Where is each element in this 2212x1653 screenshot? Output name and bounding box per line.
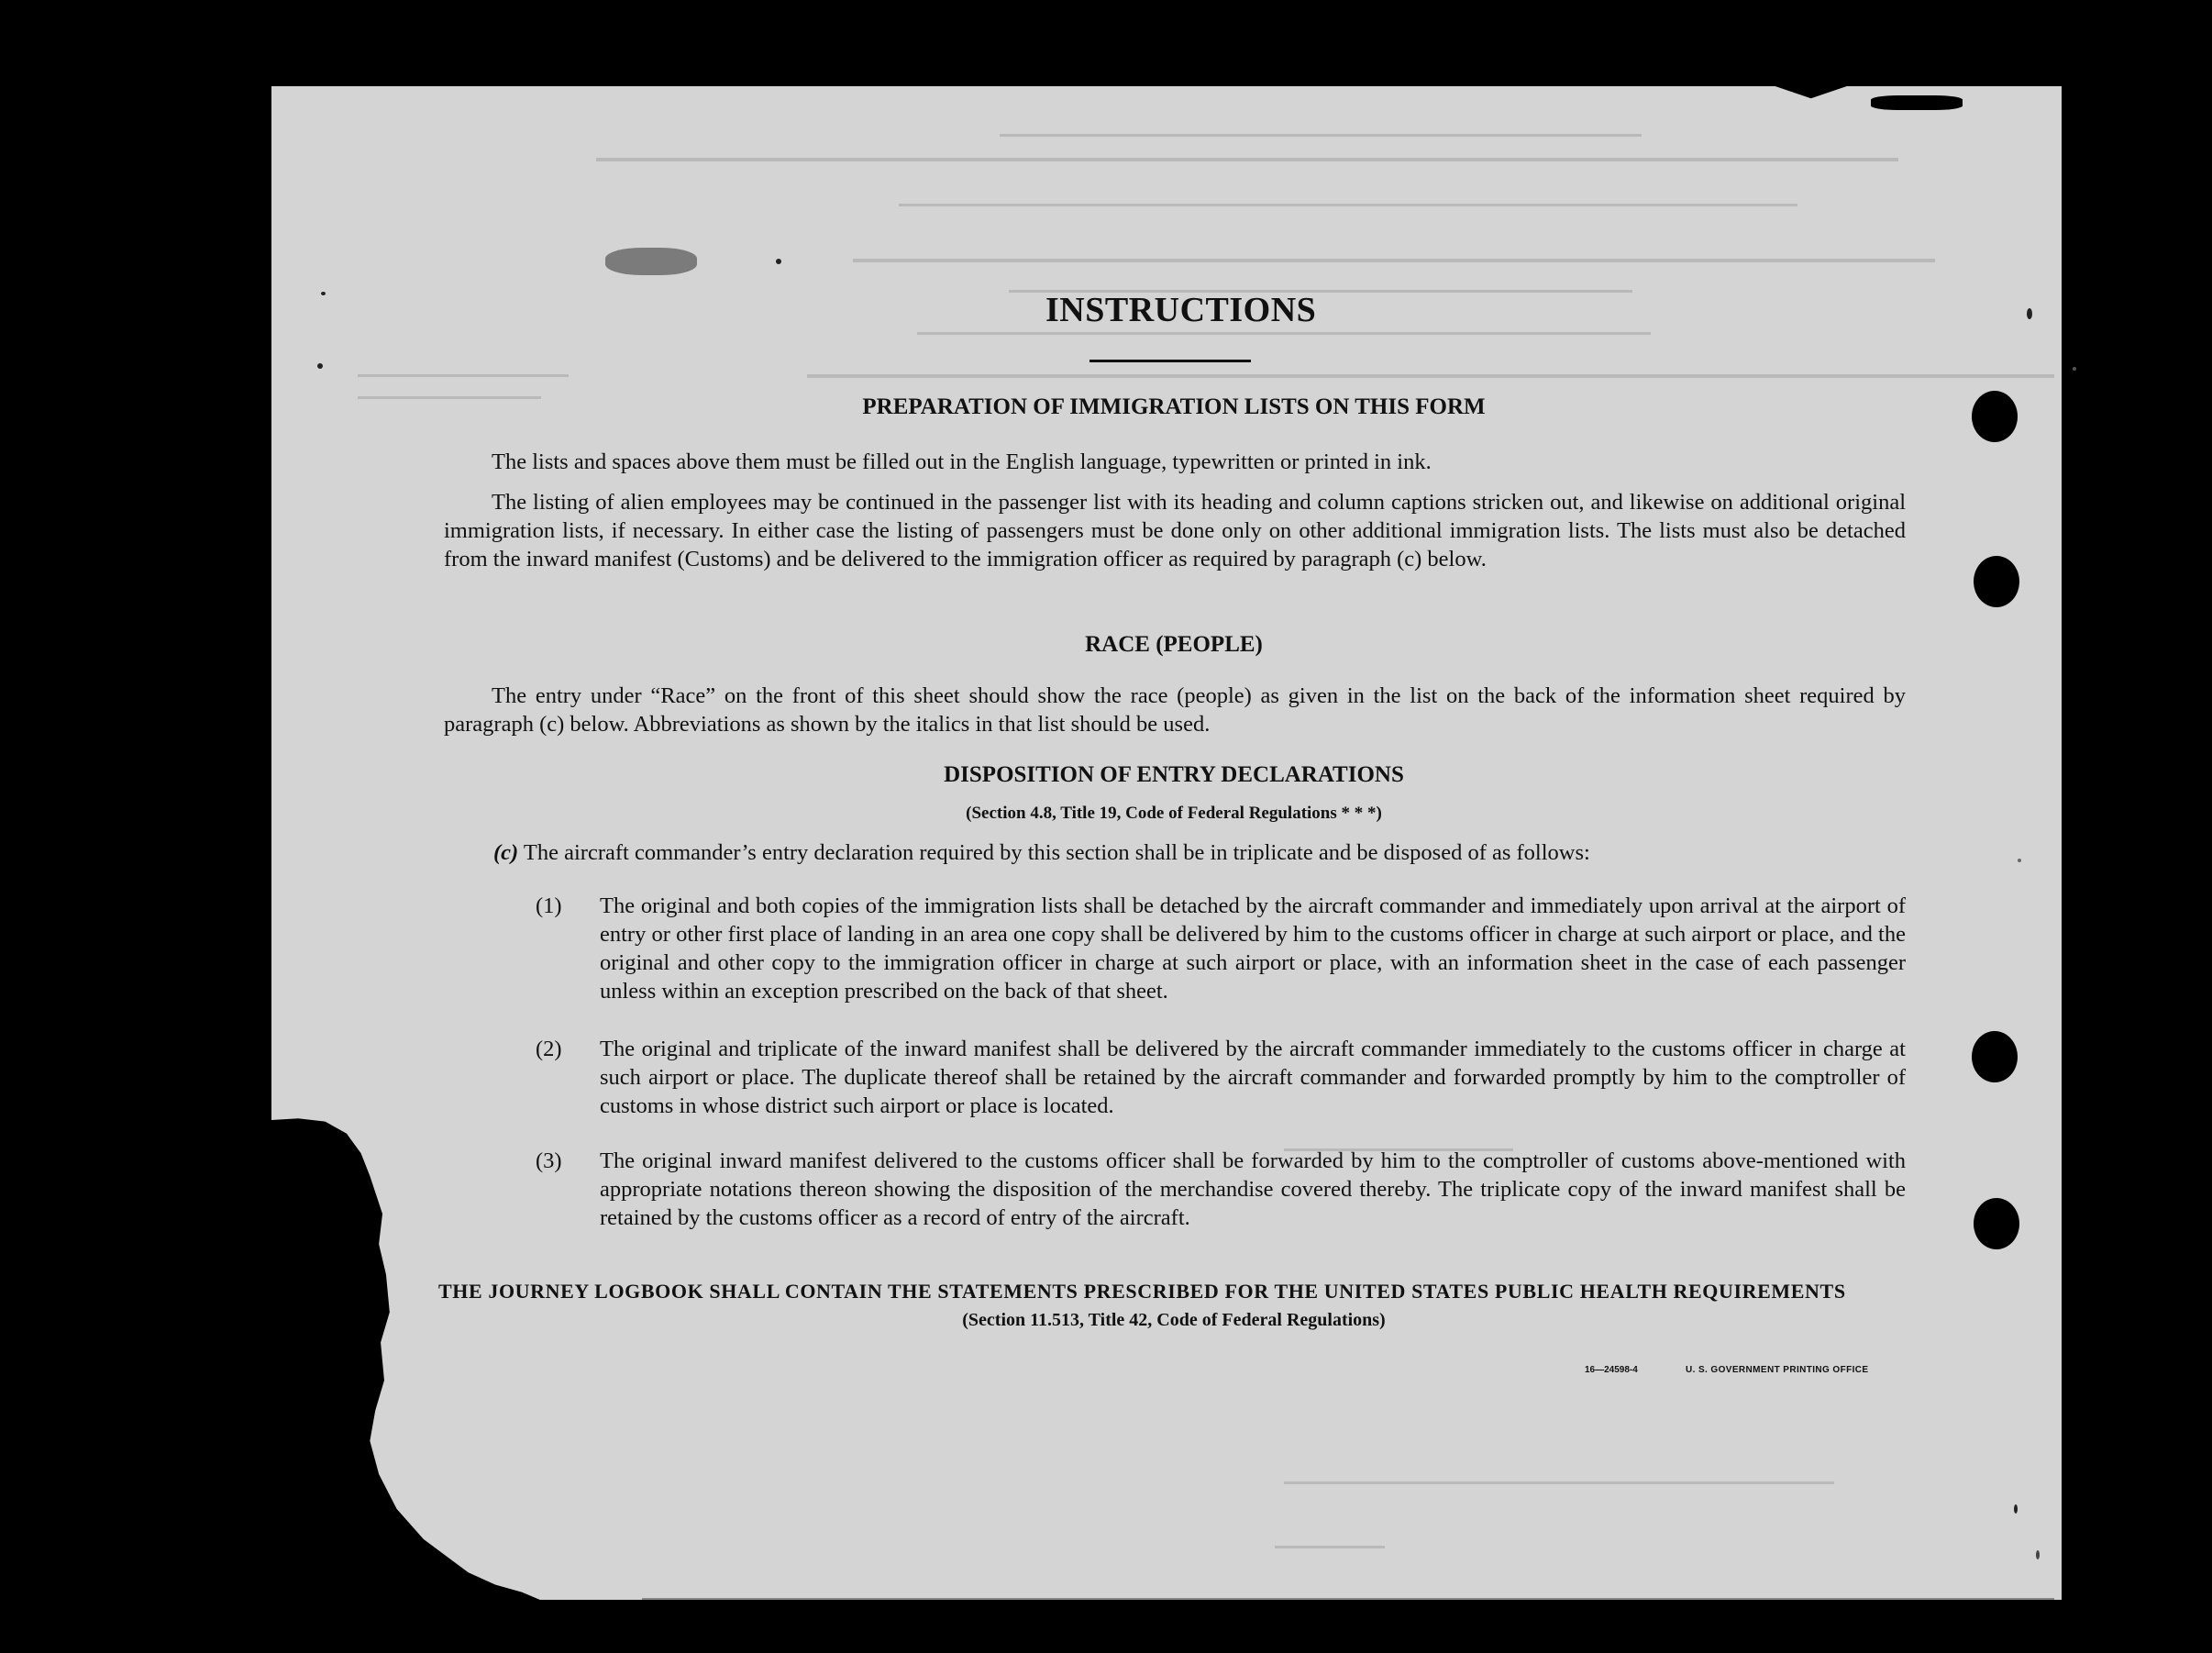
paragraph-race: The entry under “Race” on the front of this sheet should show the race (people) as given in the list on the back of the information sheet required by paragraph (c) below. Abbreviations as shown by the italics in that list should be used.: [444, 683, 1906, 737]
punch-hole: [1974, 556, 2019, 607]
list-item: [536, 892, 1906, 1005]
intro-label: (c): [493, 840, 519, 865]
list-item-text: The original and both copies of the immigration lists shall be detached by the aircraft commander and immediately upon arrival at the airport of entry or other first place of landing in an area one copy shall be delivered by him to the customs officer in charge at such airport or place, and the original and other copy to the immigration officer in charge at such airport or place, with an information sheet in the case of each passenger unless within an exception prescribed on the back of that sheet.: [600, 893, 1906, 1004]
paragraph-preparation-1: The lists and spaces above them must be filled out in the English language, typewritten or printed in ink.: [492, 449, 1432, 474]
punch-hole: [1972, 391, 2018, 442]
section-heading-disposition: DISPOSITION OF ENTRY DECLARATIONS: [944, 762, 1404, 787]
page-title: INSTRUCTIONS: [1045, 291, 1317, 329]
paragraph-preparation-2: The listing of alien employees may be continued in the passenger list with its heading and column captions stricken out, and likewise on additional original immigration lists, if necessary. In either case the listing of passengers must be done only on other additional immigration lists. The lists must also be detached from the inward manifest (Customs) and be delivered to the immigration officer as required by paragraph (c) below.: [444, 490, 1906, 571]
list-item-number: (3): [536, 1148, 562, 1173]
section-citation-disposition: (Section 4.8, Title 19, Code of Federal Regulations * * *): [966, 804, 1382, 823]
list-item-text: The original inward manifest delivered to the customs officer shall be forwarded by him to the comptroller of customs above-mentioned with appropriate notations thereon showing the disposition of the merchandise covered thereby. The triplicate copy of the inward manifest shall be retained by the customs officer as a record of entry of the aircraft.: [600, 1148, 1906, 1230]
title-underline: [1089, 360, 1251, 362]
list-item-text: The original and triplicate of the inward manifest shall be delivered by the aircraft commander immediately to the customs officer in charge at such airport or place. The duplicate thereof shall be retained by the aircraft commander and forwarded promptly by him to the comptroller of customs in whose district such airport or place is located.: [600, 1037, 1906, 1118]
punch-hole: [1972, 1031, 2018, 1082]
section-heading-race: RACE (PEOPLE): [1085, 632, 1263, 657]
print-code: 16—24598-4: [1585, 1365, 1638, 1375]
section-heading-preparation: PREPARATION OF IMMIGRATION LISTS ON THIS FORM: [862, 394, 1486, 419]
list-item-number: (2): [536, 1037, 562, 1061]
list-item: [536, 1147, 1906, 1232]
list-item: [536, 1035, 1906, 1120]
intro-text: The aircraft commander’s entry declaration required by this section shall be in triplicate and be disposed of as follows:: [523, 840, 1590, 865]
disposition-intro: [493, 838, 1906, 867]
print-office: U. S. GOVERNMENT PRINTING OFFICE: [1686, 1365, 1869, 1375]
punch-hole: [1974, 1198, 2019, 1249]
list-item-number: (1): [536, 893, 562, 918]
footer-notice: THE JOURNEY LOGBOOK SHALL CONTAIN THE STATEMENTS PRESCRIBED FOR THE UNITED STATES PUBLIC HEALTH REQUIREMENTS: [438, 1280, 1846, 1303]
footer-citation: (Section 11.513, Title 42, Code of Federal Regulations): [962, 1310, 1386, 1330]
